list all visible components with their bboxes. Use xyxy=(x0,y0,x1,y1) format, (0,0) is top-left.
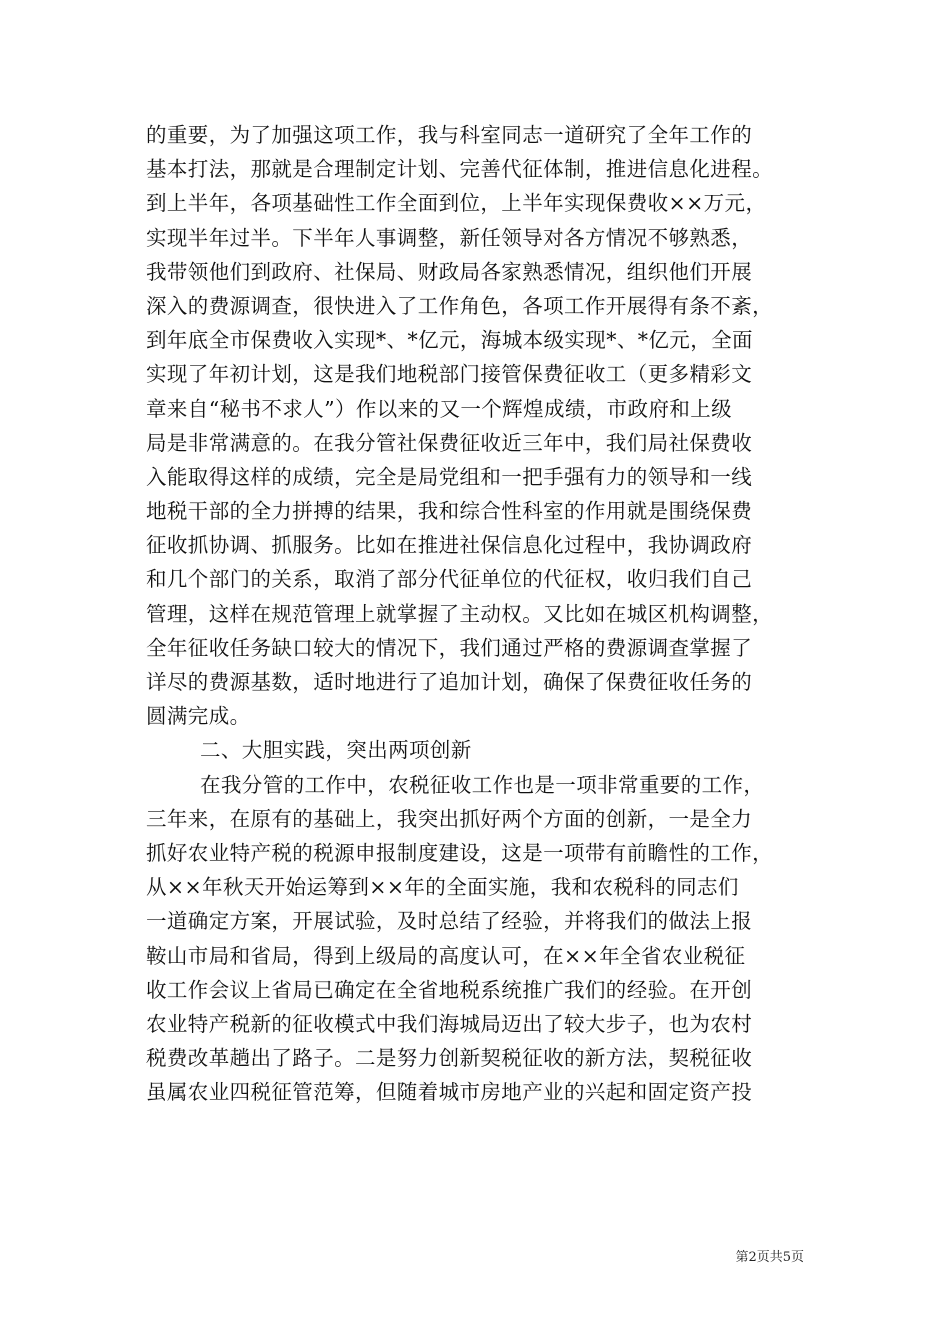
section-heading: 二、大胆实践，突出两项创新 xyxy=(200,738,472,763)
page-number: 第2页共5页 xyxy=(735,1250,804,1265)
body-text xyxy=(146,118,836,1109)
text-line: 鞍山市局和省局，得到上级局的高度认可，在××年全省农业税征 xyxy=(146,943,746,968)
text-line: 地税干部的全力拼搏的结果，我和综合性科室的作用就是围绕保费 xyxy=(146,499,753,524)
text-line: 一道确定方案，开展试验，及时总结了经验，并将我们的做法上报 xyxy=(146,909,753,934)
text-line: 详尽的费源基数，适时地进行了追加计划，确保了保费征收任务的 xyxy=(146,670,753,694)
text-line: 农业特产税新的征收模式中我们海城局迈出了较大步子，也为农村 xyxy=(146,1011,753,1036)
text-line: 到年底全市保费收入实现*、*亿元，海城本级实现*、*亿元，全面 xyxy=(146,328,753,353)
text-line: 实现半年过半。下半年人事调整，新任领导对各方情况不够熟悉， xyxy=(146,225,753,250)
text-line: 收工作会议上省局已确定在全省地税系统推广我们的经验。在开创 xyxy=(146,977,753,1002)
text-line: 入能取得这样的成绩，完全是局党组和一把手强有力的领导和一线 xyxy=(146,464,753,489)
text-line: 管理，这样在规范管理上就掌握了主动权。又比如在城区机构调整， xyxy=(146,601,773,626)
text-line: 虽属农业四税征管范筹，但随着城市房地产业的兴起和固定资产投 xyxy=(146,1080,753,1105)
text-line: 到上半年，各项基础性工作全面到位，上半年实现保费收××万元， xyxy=(146,191,767,216)
text-line: 抓好农业特产税的税源申报制度建设，这是一项带有前瞻性的工作， xyxy=(146,840,773,865)
text-line: 在我分管的工作中，农税征收工作也是一项非常重要的工作， xyxy=(200,772,765,797)
text-line: 和几个部门的关系，取消了部分代征单位的代征权，收归我们自己 xyxy=(146,567,753,592)
text-line: 基本打法，那就是合理制定计划、完善代征体制，推进信息化进程。 xyxy=(146,157,773,182)
text-line: 税费改革趟出了路子。二是努力创新契税征收的新方法，契税征收 xyxy=(146,1046,753,1071)
text-line: 征收抓协调、抓服务。比如在推进社保信息化过程中，我协调政府 xyxy=(146,533,753,558)
text-line: 全年征收任务缺口较大的情况下，我们通过严格的费源调查掌握了 xyxy=(146,635,753,660)
text-line: 的重要，为了加强这项工作，我与科室同志一道研究了全年工作的 xyxy=(146,123,753,147)
text-line: 局是非常满意的。在我分管社保费征收近三年中，我们局社保费收 xyxy=(146,430,753,455)
text-line: 我带领他们到政府、社保局、财政局各家熟悉情况，组织他们开展 xyxy=(146,259,753,284)
text-line: 章来自“秘书不求人”）作以来的又一个辉煌成绩，市政府和上级 xyxy=(146,396,733,421)
text-line: 实现了年初计划，这是我们地税部门接管保费征收工（更多精彩文 xyxy=(146,362,753,387)
text-line: 三年来，在原有的基础上，我突出抓好两个方面的创新，一是全力 xyxy=(146,806,753,831)
text-line: 深入的费源调查，很快进入了工作角色，各项工作开展得有条不紊， xyxy=(146,293,773,318)
text-line: 圆满完成。 xyxy=(146,704,251,729)
text-line: 从××年秋天开始运筹到××年的全面实施，我和农税科的同志们 xyxy=(146,875,739,900)
